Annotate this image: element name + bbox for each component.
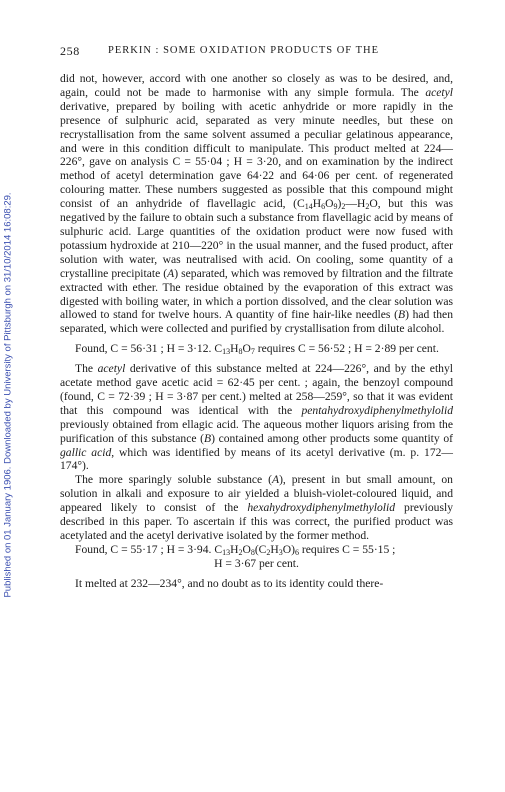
paragraph-acetyl-derivative: did not, however, accord with one another so closely as was to be desired, and, again, could not be made to harmonise with any simple formula. The acetyl derivative, prepared by boiling with acetic anhydride or more rapidly in the presence of sulphuric acid, separated as very minute needles, but these on recrystallisation from the same solvent assumed a peculiar gelatinous appearance, and were in this condition difficult to manipulate. This product melted at 224—226°, gave on analysis C = 55·04 ; H = 3·20, and on examination by the indirect method of acetyl determination gave 64·22 and 64·06 per cent. of regenerated colouring matter. These numbers suggested as possible that this compound might consist of an anhydride of flavellagic acid, $(C_{14}H_6O_9)_2—H_2O$, but this was negatived by the failure to obtain such a substance from flavellagic acid by means of sulphuric acid. Large quantities of the oxidation product were now fused with potassium hydroxide at 210—220° in the usual manner, and the fused product, after solution with water, was neutralised with acid. On cooling, some quantity of a crystalline precipitate (A) separated, which was removed by filtration and the filtrate extracted with ether. The residue obtained by the evaporation of this extract was digested with boiling water, in which a portion dissolved, and the clear solution was allowed to stand for twelve hours. A quantity of fine hair-like needles (B) had then separated, which were collected and purified by crystallisation from dilute alcohol.: [60, 72, 454, 336]
analysis-result-acetyl-continued: H = 3·67 per cent.: [214, 556, 299, 570]
paragraph-substance-a: The more sparingly soluble substance (A), present in but small amount, on solution in alkali and exposure to air yielded a bluish-violet-coloured liquid, and appeared likely to consist of the hexahydroxydiphenylmethylolid previously described in this paper. To ascertain if this was correct, the purified product was acetylated and the acetyl derivative isolated by the former method.: [60, 473, 453, 542]
article-body: [60, 72, 453, 591]
page-number: 258: [60, 44, 80, 58]
analysis-result-acetyl: Found, C = 55·17 ; H = 3·94. $C_{13}H_2O_8(C_2H_3O)_6$ requires C = 55·15 ;: [75, 542, 396, 557]
running-head: PERKIN : SOME OXIDATION PRODUCTS OF THE: [108, 45, 379, 56]
publication-watermark: [0, 0, 16, 792]
analysis-result-b: Found, C = 56·31 ; H = 3·12. $C_{13}H_8O_7$ requires C = 56·52 ; H = 2·89 per cent.: [75, 342, 439, 357]
paragraph-identification: The acetyl derivative of this substance melted at 224—226°, and by the ethyl acetate method gave acetic acid = 62·45 per cent. ; again, the benzoyl compound (found, C = 72·39 ; H = 3·87 per cent.) melted at 258—259°, so that it was evident that this compound was identical with the pentahydroxydiphenylmethylolid previously obtained from ellagic acid. The aqueous mother liquors arising from the purification of this substance (B) contained among other products some quantity of gallic acid, which was identified by means of its acetyl derivative (m. p. 172—174°).: [60, 362, 454, 473]
paragraph-melting-point: It melted at 232—234°, and no doubt as to its identity could there-: [75, 576, 384, 590]
page-header: [60, 44, 455, 58]
watermark-text: Published on 01 January 1906. Downloaded by University of Pittsburgh on 31/10/2014 16:08:29.: [2, 192, 14, 598]
